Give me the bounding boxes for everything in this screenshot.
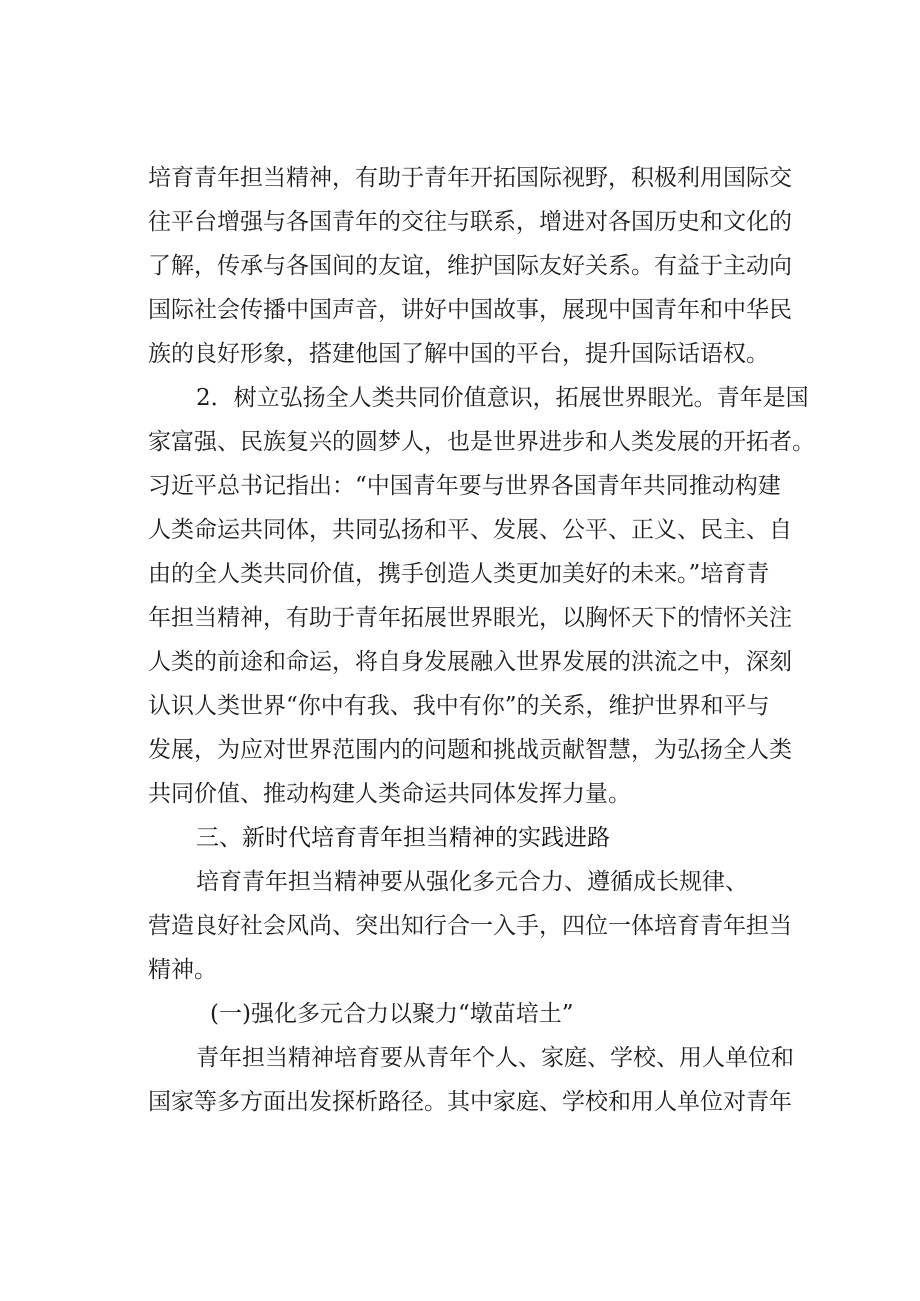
- text-line: 青年担当精神培育要从青年个人、家庭、学校、用人单位和: [196, 1045, 794, 1071]
- text-line: 由的全人类共同价值，携手创造人类更加美好的未来。”培育青: [148, 561, 770, 587]
- section-heading: 三、新时代培育青年担当精神的实践进路: [196, 825, 610, 851]
- text-line: 营造良好社会风尚、突出知行合一入手，四位一体培育青年担当: [148, 913, 792, 939]
- text-line: 习近平总书记指出：“中国青年要与世界各国青年共同推动构建: [148, 473, 781, 499]
- text-line: 精神。: [148, 957, 217, 983]
- text-line: 发展，为应对世界范围内的问题和挑战贡献智慧，为弘扬全人类: [148, 737, 792, 763]
- text-line: 家富强、民族复兴的圆梦人，也是世界进步和人类发展的开拓者。: [148, 429, 815, 455]
- text-line: 国际社会传播中国声音，讲好中国故事，展现中国青年和中华民: [148, 297, 792, 323]
- text-line: 往平台增强与各国青年的交往与联系，增进对各国历史和文化的: [148, 209, 792, 235]
- text-line: 了解，传承与各国间的友谊，维护国际友好关系。有益于主动向: [148, 253, 792, 279]
- text-line: 族的良好形象，搭建他国了解中国的平台，提升国际话语权。: [148, 341, 769, 367]
- text-line: 培育青年担当精神，有助于青年开拓国际视野，积极利用国际交: [148, 165, 792, 191]
- text-line: 年担当精神，有助于青年拓展世界眼光，以胸怀天下的情怀关注: [148, 605, 792, 631]
- text-line: 认识人类世界“你中有我、我中有你”的关系，维护世界和平与: [148, 693, 770, 719]
- text-line: 人类的前途和命运，将自身发展融入世界发展的洪流之中，深刻: [148, 649, 792, 675]
- text-line: 培育青年担当精神要从强化多元合力、遵循成长规律、: [196, 869, 748, 895]
- text-line: 国家等多方面出发探析路径。其中家庭、学校和用人单位对青年: [148, 1089, 792, 1115]
- text-line: 人类命运共同体，共同弘扬和平、发展、公平、正义、民主、自: [148, 517, 792, 543]
- subheading: (一)强化多元合力以聚力“墩苗培土”: [210, 1001, 574, 1027]
- text-line: 共同价值、推动构建人类命运共同体发挥力量。: [148, 781, 631, 807]
- text-line: 2．树立弘扬全人类共同价值意识，拓展世界眼光。青年是国: [196, 385, 809, 411]
